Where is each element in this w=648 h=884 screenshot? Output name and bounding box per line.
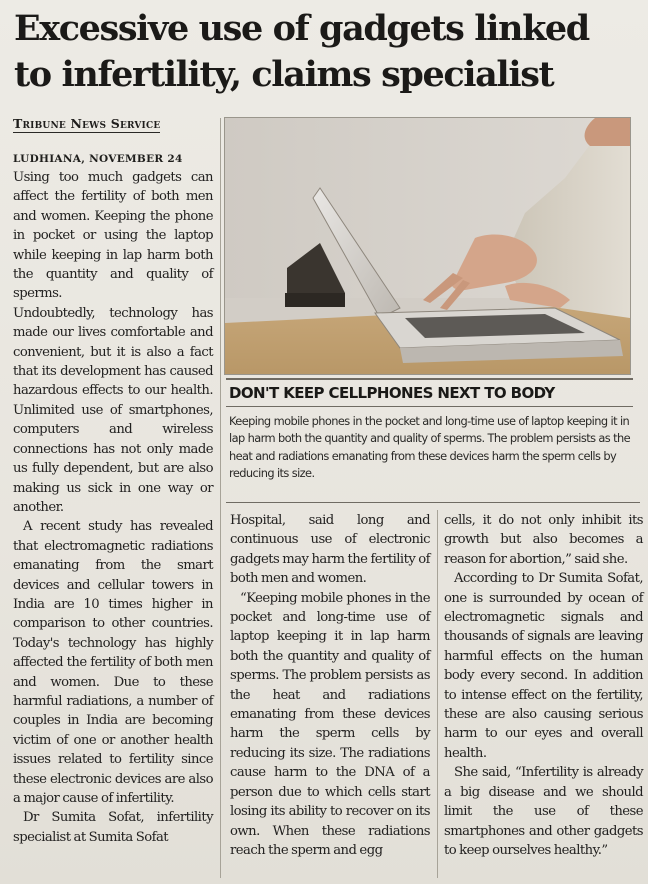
paragraph-1a: Using too much gadgets can affect the fertility of both men and women. Keeping the phone in pocket or using the laptop while keeping in lap harm both the quantity and quality of sperms. (13, 170, 213, 302)
paragraph-4: “Keeping mobile phones in the pocket and long-time use of laptop keeping it in lap harm both the quantity and quality of sperms. The problem persists as the heat and radiations emanating from these devices harm the sperm cells by reducing its size. The radiations cause harm to the DNA of a person due to which cells start losing its ability to recover on its own. When these radiations reach the sperm and egg (230, 590, 430, 858)
column-3 (444, 511, 643, 860)
paragraph-3a: Dr Sumita Sofat, infertility specialist at Sumita Sofat (13, 810, 213, 845)
headline-line-1: Excessive use of gadgets linked (14, 8, 589, 49)
paragraph-5: According to Dr Sumita Sofat, one is surrounded by ocean of electromagnetic signals and thousands of signals are leaving harmful effects on the human body every second. In addition to intense effect on the fertility, these are also causing serious harm to our eyes and overall health. (444, 571, 643, 761)
caption-bottom-rule (226, 502, 640, 503)
dateline: LUDHIANA, NOVEMBER 24 (13, 153, 183, 165)
article-photo (224, 117, 631, 375)
paragraph-2: A recent study has revealed that electromagnetic radiations emanating from the smart devices and cellular towers in India are 10 times higher in comparison to other countries. Today's technology has highly affected the fertility of both men and women. Due to these harmful radiations, a number of couples in India are becoming victim of one or another health issues related to fertility since these electronic devices are also a major cause of infertility. (13, 519, 213, 806)
paragraph-4b: cells, it do not only inhibit its growth but also becomes a reason for abortion,” said she. (444, 513, 643, 567)
photo-caption: Keeping mobile phones in the pocket and long-time use of laptop keeping it in lap harm both the quantity and quality of sperms. The problem persists as the heat and radiations emanating from these devices harm the sperm cells by reducing its size. (229, 414, 631, 480)
byline: Tribune News Service (13, 116, 161, 131)
column-divider-2 (437, 510, 438, 878)
column-divider-1 (220, 118, 221, 878)
subhead-rule (226, 406, 633, 407)
paragraph-3b: Hospital, said long and continuous use of electronic gadgets may harm the fertility of both men and women. (230, 513, 430, 587)
caption-top-rule (226, 378, 633, 380)
column-2 (230, 511, 430, 860)
paragraph-1b: Undoubtedly, technology has made our lives comfortable and convenient, but it is also a fact that its development has caused hazardous effects to our health. Unlimited use of smartphones, computers and wireless connections has not only made us fully dependent, but are also making us sick in one way or another. (13, 305, 213, 515)
photo-subhead: DON'T KEEP CELLPHONES NEXT TO BODY (229, 384, 555, 402)
column-1 (13, 168, 213, 847)
headline-line-2: to infertility, claims specialist (14, 54, 554, 95)
paragraph-6: She said, “Infertility is already a big disease and we should limit the use of these smartphones and other gadgets to keep ourselves healthy.” (444, 765, 643, 858)
headline (14, 6, 640, 98)
laptop-typing-illustration (225, 118, 631, 375)
